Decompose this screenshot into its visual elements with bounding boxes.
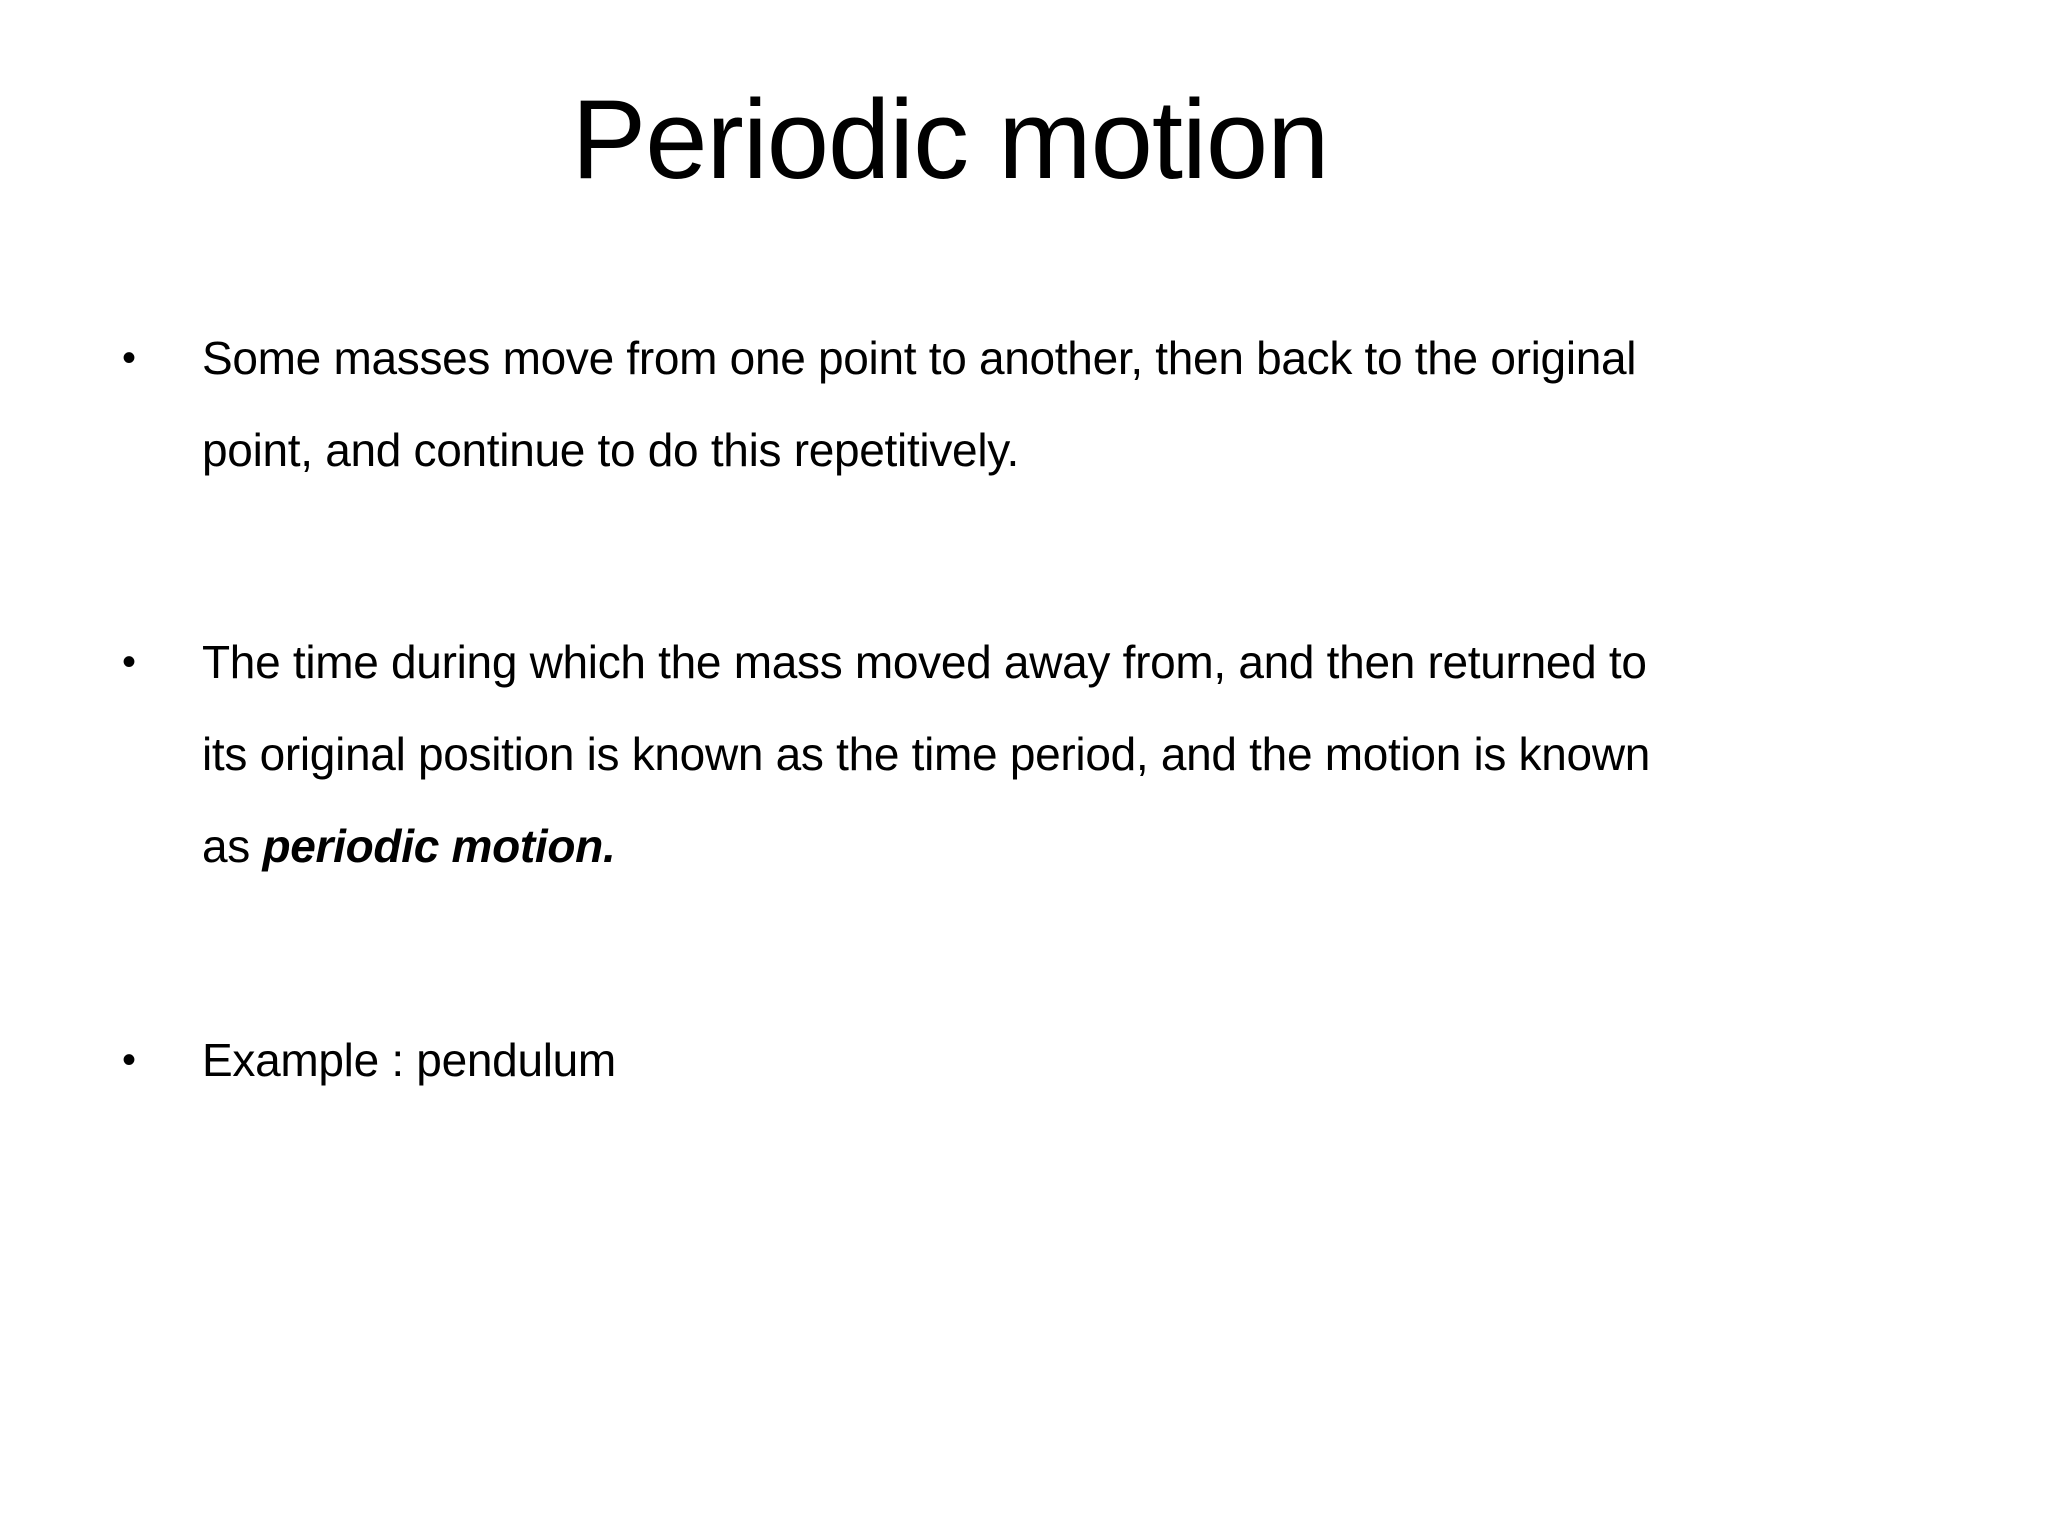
bullet-line: Some masses move from one point to another, then back to the original	[202, 332, 1637, 384]
bullet-line: its original position is known as the time period, and the motion is known	[202, 728, 1651, 780]
bullet-text	[202, 616, 1802, 892]
bullet-dot-icon: •	[122, 336, 137, 380]
bullet-text	[202, 312, 1802, 496]
bullet-dot-icon: •	[122, 640, 137, 684]
bullet-line-prefix: as	[202, 820, 263, 872]
bullet-line: The time during which the mass moved away from, and then returned to	[202, 636, 1647, 688]
bullet-line: point, and continue to do this repetitively.	[202, 424, 1020, 476]
bullet-text	[202, 1014, 1802, 1106]
bullet-line: Example : pendulum	[202, 1034, 616, 1086]
bullet-line	[202, 800, 1802, 892]
bullet-dot-icon: •	[122, 1038, 137, 1082]
slide-title: Periodic motion	[571, 77, 1329, 202]
emphasized-term: periodic motion.	[262, 820, 616, 872]
